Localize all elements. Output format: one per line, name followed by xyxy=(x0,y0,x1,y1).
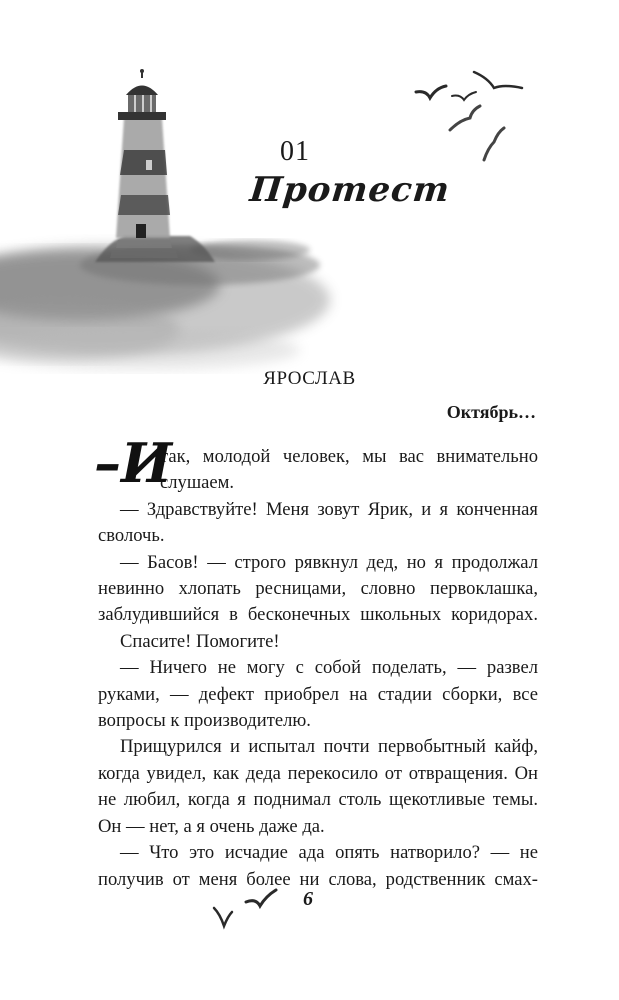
drop-cap: –И xyxy=(94,431,173,495)
text-line: не любил, когда я поднимал столь щекотливые темы. xyxy=(98,789,538,811)
text-line: Прищурился и испытал почти первобытный кайф, xyxy=(120,736,538,758)
text-line: — Басов! — строго рявкнул дед, но я продолжал xyxy=(120,551,538,573)
text-line: вопросы к производителю. xyxy=(98,710,311,732)
narrator-heading: ЯРОСЛАВ xyxy=(263,368,356,389)
text-line: — Что это исчадие ада опять натворило? — не xyxy=(120,842,538,864)
text-line: — Ничего не могу с собой поделать, — развел xyxy=(120,657,538,679)
lighthouse-illustration xyxy=(95,69,215,262)
seagulls-icon xyxy=(214,890,276,926)
text-line: невинно хлопать ресницами, словно первоклашка, xyxy=(98,578,538,600)
text-line: так, молодой человек, мы вас внимательно xyxy=(160,446,538,467)
chapter-body xyxy=(94,431,538,893)
text-line: слушаем. xyxy=(160,472,235,494)
seagulls-icon xyxy=(416,72,522,160)
chapter-title: Протест xyxy=(247,170,452,210)
text-line: сволочь. xyxy=(98,525,165,547)
text-line: Спасите! Помогите! xyxy=(120,630,280,652)
page-number: 6 xyxy=(303,888,313,910)
date-heading: Октябрь… xyxy=(446,402,536,422)
text-line: когда увидел, как деда перекосило от отвращения. Он xyxy=(98,762,538,784)
chapter-number: 01 xyxy=(280,136,310,167)
text-line: Он — нет, а я очень даже да. xyxy=(98,815,325,837)
text-line: — Здравствуйте! Меня зовут Ярик, и я конченная xyxy=(120,498,538,520)
text-line: руками, — дефект приобрел на стадии сборки, все xyxy=(98,683,538,705)
text-line: получив от меня более ни слова, родственник смах- xyxy=(98,868,538,890)
text-line: заблудившийся в бесконечных школьных коридорах. xyxy=(98,604,538,626)
ink-wash-cloud xyxy=(0,240,330,370)
